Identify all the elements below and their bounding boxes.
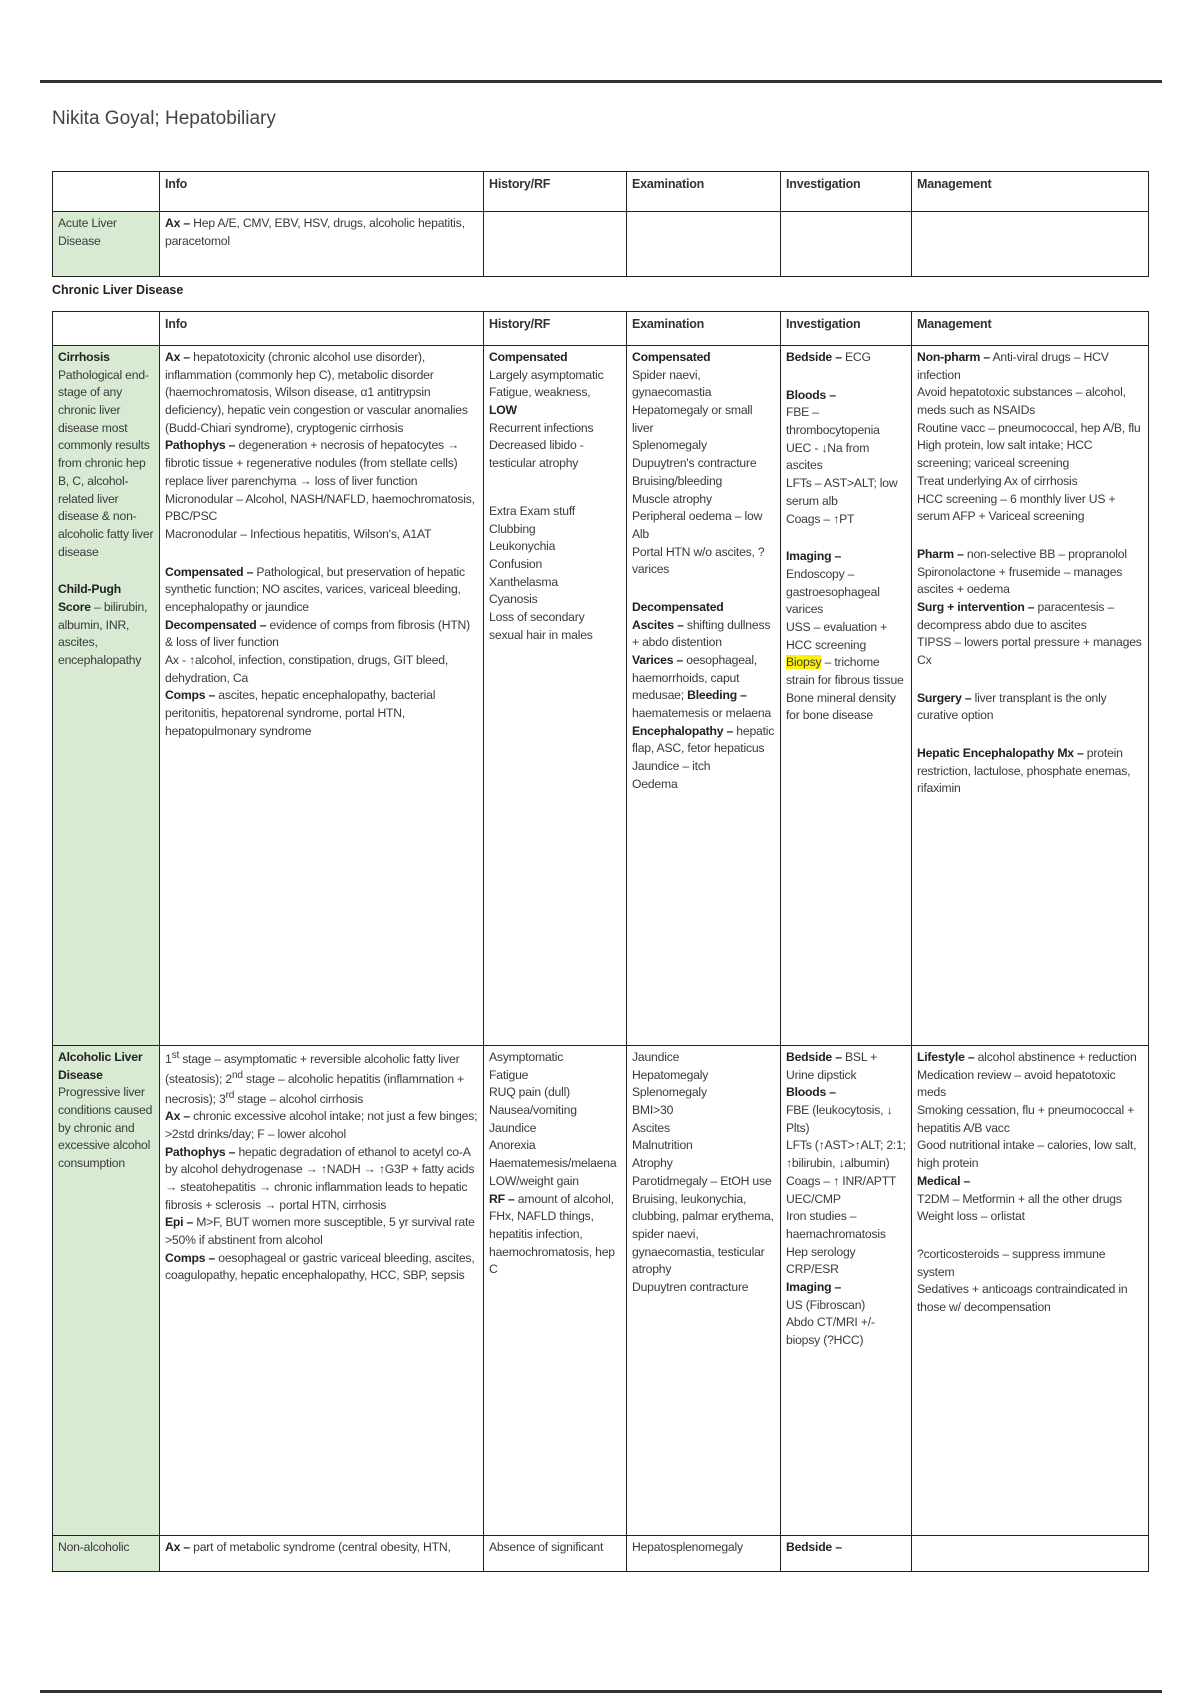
inv-line: FBE – thrombocytopenia: [786, 405, 880, 438]
header-investigation: Investigation: [781, 172, 912, 212]
info-text: part of metabolic syndrome (central obesity, HTN,: [189, 1540, 451, 1554]
inv-line: – trichome strain for fibrous tissue: [786, 655, 904, 687]
history-line: Largely asymptomatic: [489, 367, 604, 382]
exam-line: Atrophy: [632, 1156, 673, 1171]
header-cell: [53, 172, 160, 212]
inv-line: US (Fibroscan): [786, 1297, 866, 1312]
info-text: hepatotoxicity (chronic alcohol use disorder), inflammation (commonly hep C), metabolic disorder (haemochromatosis, Wilson disease, α1 antitrypsin deficiency), hepatic vein congestion or vascular anomalies (Budd-Chiari syndrome), cryptogenic cirrhosis: [165, 350, 468, 435]
info-text: stage – alcoholic hepatitis (inflammation + necrosis); 3: [165, 1071, 465, 1106]
top-rule: [40, 80, 1162, 83]
page-title: Nikita Goyal; Hepatobiliary: [52, 108, 276, 129]
exam-line: Hepatomegaly: [632, 1067, 709, 1082]
exam-line: Hepatomegaly or small liver: [632, 403, 753, 435]
exam-line: Oedema: [632, 776, 678, 791]
history-line: amount of alcohol, FHx, NAFLD things, hepatitis infection, haemochromatosis, hep C: [489, 1191, 615, 1277]
acute-investigation: [781, 212, 912, 277]
inv-line: ECG: [841, 350, 871, 364]
info-key: Comps –: [165, 1250, 216, 1265]
header-history: History/RF: [484, 312, 627, 346]
info-key: Epi –: [165, 1215, 194, 1230]
info-text: evidence of comps from fibrosis (HTN) & loss of liver function: [165, 617, 471, 650]
inv-line: FBE (leukocytosis, ↓ Plts): [786, 1103, 893, 1135]
info-key: Ax –: [165, 1540, 190, 1554]
alcoholic-history: [484, 1046, 627, 1536]
nonalcoholic-exam: Hepatosplenomegaly: [627, 1536, 781, 1572]
exam-line: Splenomegaly: [632, 438, 707, 453]
acute-table: [52, 171, 1149, 277]
mgmt-line: Smoking cessation, flu + pneumococcal + hepatitis A/B vacc: [917, 1103, 1135, 1135]
alcoholic-management: [912, 1046, 1149, 1536]
section-heading-chronic: Chronic Liver Disease: [52, 283, 184, 297]
mgmt-line: Sedatives + anticoags contraindicated in those w/ decompensation: [917, 1282, 1128, 1314]
inv-key: Imaging –: [786, 549, 842, 564]
mgmt-line: ?corticosteroids – suppress immune system: [917, 1246, 1106, 1279]
info-text: Macronodular – Infectious hepatitis, Wilson's, A1AT: [165, 526, 432, 541]
inv-key: Bloods –: [786, 1085, 836, 1100]
table-header-row: [53, 172, 1149, 212]
history-line: Cyanosis: [489, 592, 538, 607]
inv-line: Abdo CT/MRI +/- biopsy (?HCC): [786, 1315, 875, 1347]
header-examination: Examination: [627, 172, 781, 212]
inv-line: Iron studies – haemachromatosis: [786, 1209, 886, 1241]
acute-exam: [627, 212, 781, 277]
info-text: oesophageal or gastric variceal bleeding, ascites, coagulopathy, hepatic encephalopathy, HCC, SBP, sepsis: [165, 1250, 475, 1283]
exam-line: BMI>30: [632, 1103, 674, 1118]
exam-line: Malnutrition: [632, 1138, 693, 1153]
info-text: Micronodular – Alcohol, NASH/NAFLD, haemochromatosis, PBC/PSC: [165, 491, 475, 524]
info-text: 1: [165, 1052, 172, 1067]
nonalcoholic-management: [912, 1536, 1149, 1572]
mgmt-line: Anti-viral drugs – HCV infection: [917, 350, 1109, 382]
mgmt-key: Surg + intervention –: [917, 599, 1035, 614]
inv-line: UEC/CMP: [786, 1191, 841, 1206]
nonalcoholic-investigation: Bedside –: [781, 1536, 912, 1572]
child-pugh-title: Child-Pugh Score: [58, 582, 121, 614]
inv-line: Coags – ↑ INR/APTT: [786, 1173, 897, 1188]
history-line: Anorexia: [489, 1138, 536, 1153]
exam-line: Spider naevi, gynaecomastia: [632, 367, 712, 400]
header-cell: [53, 312, 160, 346]
inv-line: Hep serology: [786, 1244, 856, 1259]
inv-line: UEC - ↓Na from ascites: [786, 440, 870, 473]
info-key: Comps –: [165, 688, 216, 703]
mgmt-key: Pharm –: [917, 546, 964, 561]
exam-line: Peripheral oedema – low Alb: [632, 509, 763, 541]
alcoholic-title: Alcoholic Liver Disease: [58, 1050, 143, 1082]
bottom-rule: [40, 1690, 1162, 1693]
alcoholic-info: [160, 1046, 484, 1536]
mgmt-line: protein restriction, lactulose, phosphate enemas, rifaximin: [917, 746, 1131, 796]
history-line: Confusion: [489, 556, 543, 571]
header-examination: Examination: [627, 312, 781, 346]
info-text: Ax - ↑alcohol, infection, constipation, drugs, GIT bleed, dehydration, Ca: [165, 653, 449, 685]
exam-title: Decompensated: [632, 599, 724, 614]
inv-line: Coags – ↑PT: [786, 511, 855, 526]
exam-key: Encephalopathy –: [632, 723, 734, 738]
chronic-table: [52, 311, 1149, 1572]
header-investigation: Investigation: [781, 312, 912, 346]
inv-key: Bedside –: [786, 1050, 842, 1064]
info-key: Ax –: [165, 350, 190, 364]
info-text: Pathological, but preservation of hepatic synthetic function; NO ascites, varices, variceal bleeding, encephalopathy or jaundice: [165, 564, 465, 614]
mgmt-line: Routine vacc – pneumococcal, hep A/B, flu: [917, 420, 1141, 435]
inv-line: Endoscopy – gastroesophageal varices: [786, 566, 880, 617]
history-line: LOW/weight gain: [489, 1173, 579, 1188]
info-sup: nd: [231, 1069, 243, 1081]
exam-line: hepatic flap, ASC, fetor hepaticus: [632, 723, 775, 756]
acute-label: Acute Liver Disease: [53, 212, 160, 277]
acute-ax-text: Hep A/E, CMV, EBV, HSV, drugs, alcoholic hepatitis, paracetomol: [165, 216, 465, 248]
inv-key: Imaging –: [786, 1279, 842, 1294]
cirrhosis-exam: [627, 346, 781, 1046]
exam-line: Splenomegaly: [632, 1085, 707, 1100]
mgmt-key: Medical –: [917, 1173, 971, 1188]
header-info: Info: [160, 312, 484, 346]
inv-key: Bloods –: [786, 387, 836, 402]
exam-key: Ascites –: [632, 617, 684, 632]
info-text: degeneration + necrosis of hepatocytes → fibrotic tissue + regenerative nodules (from stellate cells) replace liver parenchyma → loss of liver function: [165, 438, 460, 488]
info-text: M>F, BUT women more susceptible, 5 yr survival rate >50% if abstinent from alcohol: [165, 1215, 475, 1248]
history-line: Leukonychia: [489, 539, 556, 554]
history-line: Xanthelasma: [489, 574, 558, 589]
inv-line: Bone mineral density for bone disease: [786, 690, 896, 723]
exam-line: Parotidmegaly – EtOH use: [632, 1173, 772, 1188]
mgmt-line: Medication review – avoid hepatotoxic meds: [917, 1067, 1116, 1100]
history-line: Fatigue, weakness,: [489, 385, 591, 400]
history-line: Recurrent infections: [489, 420, 594, 435]
history-line: Haematemesis/melaena: [489, 1156, 617, 1171]
mgmt-key: Hepatic Encephalopathy Mx –: [917, 746, 1084, 761]
mgmt-line: alcohol abstinence + reduction: [974, 1050, 1137, 1064]
cirrhosis-description: Pathological end-stage of any chronic liver disease most commonly results from chronic hep B, C, alcohol-related liver disease & non-alcoholic fatty liver disease: [58, 367, 154, 559]
mgmt-line: paracentesis – decompress abdo due to ascites: [917, 599, 1115, 632]
history-line-bold: LOW: [489, 403, 517, 418]
inv-line: BSL + Urine dipstick: [786, 1050, 878, 1082]
exam-line: Portal HTN w/o ascites, ? varices: [632, 544, 765, 577]
mgmt-line: Spironolactone + frusemide – manages ascites + oedema: [917, 564, 1123, 597]
cirrhosis-history: [484, 346, 627, 1046]
alcoholic-label: [53, 1046, 160, 1536]
cirrhosis-info: [160, 346, 484, 1046]
nonalcoholic-info: [160, 1536, 484, 1572]
info-sup: rd: [225, 1089, 235, 1101]
info-sup: st: [171, 1050, 180, 1061]
exam-line: Ascites: [632, 1120, 670, 1135]
history-line: RUQ pain (dull): [489, 1085, 570, 1100]
history-line: Decreased libido -testicular atrophy: [489, 438, 584, 471]
table-row-cirrhosis: [53, 346, 1149, 1046]
mgmt-line: Weight loss – orlistat: [917, 1209, 1025, 1224]
history-key: RF –: [489, 1191, 515, 1206]
inv-line: CRP/ESR: [786, 1262, 839, 1277]
mgmt-line: Good nutritional intake – calories, low salt, high protein: [917, 1138, 1137, 1171]
mgmt-line: High protein, low salt intake; HCC screening; variceal screening: [917, 438, 1093, 471]
acute-management: [912, 212, 1149, 277]
exam-line: Muscle atrophy: [632, 491, 712, 506]
history-line: Clubbing: [489, 521, 536, 536]
exam-key: Varices –: [632, 653, 684, 667]
history-title: Compensated: [489, 350, 568, 364]
alcoholic-description: Progressive liver conditions caused by chronic and excessive alcohol consumption: [58, 1085, 153, 1171]
mgmt-key: Lifestyle –: [917, 1050, 975, 1064]
acute-history: [484, 212, 627, 277]
inv-line: LFTs – AST>ALT; low serum alb: [786, 476, 898, 508]
exam-line: Dupuytren's contracture: [632, 456, 757, 471]
info-text: hepatic degradation of ethanol to acetyl co-A by alcohol dehydrogenase → ↑NADH → ↑G3P + fatty acids → steatohepatitis → chronic inflammation leads to hepatic fibrosis + sclerosis → portal HTN, cirrhosis: [165, 1144, 475, 1212]
exam-line: shifting dullness + abdo distention: [632, 617, 771, 650]
exam-key: Bleeding –: [687, 688, 747, 703]
exam-line: Bruising, leukonychia, clubbing, palmar erythema, spider naevi, gynaecomastia, testicular atrophy: [632, 1191, 774, 1277]
header-info: Info: [160, 172, 484, 212]
exam-line: Bruising/bleeding: [632, 473, 723, 488]
mgmt-line: T2DM – Metformin + all the other drugs: [917, 1191, 1122, 1206]
table-row-nonalcoholic: [53, 1536, 1149, 1572]
header-history: History/RF: [484, 172, 627, 212]
exam-line: Dupuytren contracture: [632, 1279, 749, 1294]
mgmt-line: non-selective BB – propranolol: [963, 546, 1127, 561]
mgmt-line: TIPSS – lowers portal pressure + manages Cx: [917, 635, 1142, 667]
acute-ax-key: Ax –: [165, 216, 190, 230]
cirrhosis-management: [912, 346, 1149, 1046]
info-key: Decompensated –: [165, 617, 267, 632]
exam-line: oesophageal, haemorrhoids, caput medusae;: [632, 653, 758, 703]
cirrhosis-title: Cirrhosis: [58, 350, 110, 364]
acute-info: [160, 212, 484, 277]
header-management: Management: [912, 312, 1149, 346]
exam-line: haematemesis or melaena: [632, 706, 772, 721]
inv-line: USS – evaluation + HCC screening: [786, 619, 888, 652]
info-key: Pathophys –: [165, 438, 236, 453]
alcoholic-investigation: [781, 1046, 912, 1536]
table-row: [53, 212, 1149, 277]
nonalcoholic-history: Absence of significant: [484, 1536, 627, 1572]
inv-key: Bedside –: [786, 350, 842, 364]
table-row-alcoholic: [53, 1046, 1149, 1536]
inv-line: LFTs (↑AST>↑ALT; 2:1; ↑bilirubin, ↓albumin): [786, 1138, 906, 1171]
biopsy-highlight: Biopsy: [786, 655, 822, 670]
cirrhosis-investigation: [781, 346, 912, 1046]
mgmt-key: Surgery –: [917, 690, 972, 705]
history-line: Extra Exam stuff: [489, 503, 575, 518]
history-line: Loss of secondary sexual hair in males: [489, 609, 593, 642]
exam-line: Jaundice: [632, 1050, 680, 1064]
info-text: stage – alcohol cirrhosis: [234, 1091, 364, 1106]
alcoholic-exam: [627, 1046, 781, 1536]
history-line: Asymptomatic: [489, 1050, 564, 1064]
cirrhosis-label: [53, 346, 160, 1046]
mgmt-line: HCC screening – 6 monthly liver US + serum AFP + Variceal screening: [917, 491, 1116, 524]
info-text: stage – asymptomatic + reversible alcoholic fatty liver (steatosis); 2: [165, 1052, 460, 1086]
nonalcoholic-label: Non-alcoholic: [53, 1536, 160, 1572]
mgmt-line: liver transplant is the only curative option: [917, 690, 1107, 723]
mgmt-line: Treat underlying Ax of cirrhosis: [917, 473, 1078, 488]
info-text: ascites, hepatic encephalopathy, bacterial peritonitis, hepatorenal syndrome, portal HTN, hepatopulmonary syndrome: [165, 688, 436, 738]
history-line: Jaundice: [489, 1120, 537, 1135]
child-pugh-text: – bilirubin, albumin, INR, ascites, encephalopathy: [58, 599, 148, 667]
info-text: chronic excessive alcohol intake; not just a few binges; >2std drinks/day; F – lower alcohol: [165, 1109, 478, 1141]
info-key: Pathophys –: [165, 1144, 236, 1159]
info-key: Compensated –: [165, 564, 254, 579]
info-key: Ax –: [165, 1109, 190, 1124]
table-header-row: [53, 312, 1149, 346]
history-line: Fatigue: [489, 1067, 529, 1082]
mgmt-key: Non-pharm –: [917, 350, 990, 364]
exam-title: Compensated: [632, 350, 711, 364]
history-line: Nausea/vomiting: [489, 1103, 577, 1118]
exam-line: Jaundice – itch: [632, 759, 711, 774]
mgmt-line: Avoid hepatotoxic substances – alcohol, meds such as NSAIDs: [917, 385, 1126, 418]
header-management: Management: [912, 172, 1149, 212]
